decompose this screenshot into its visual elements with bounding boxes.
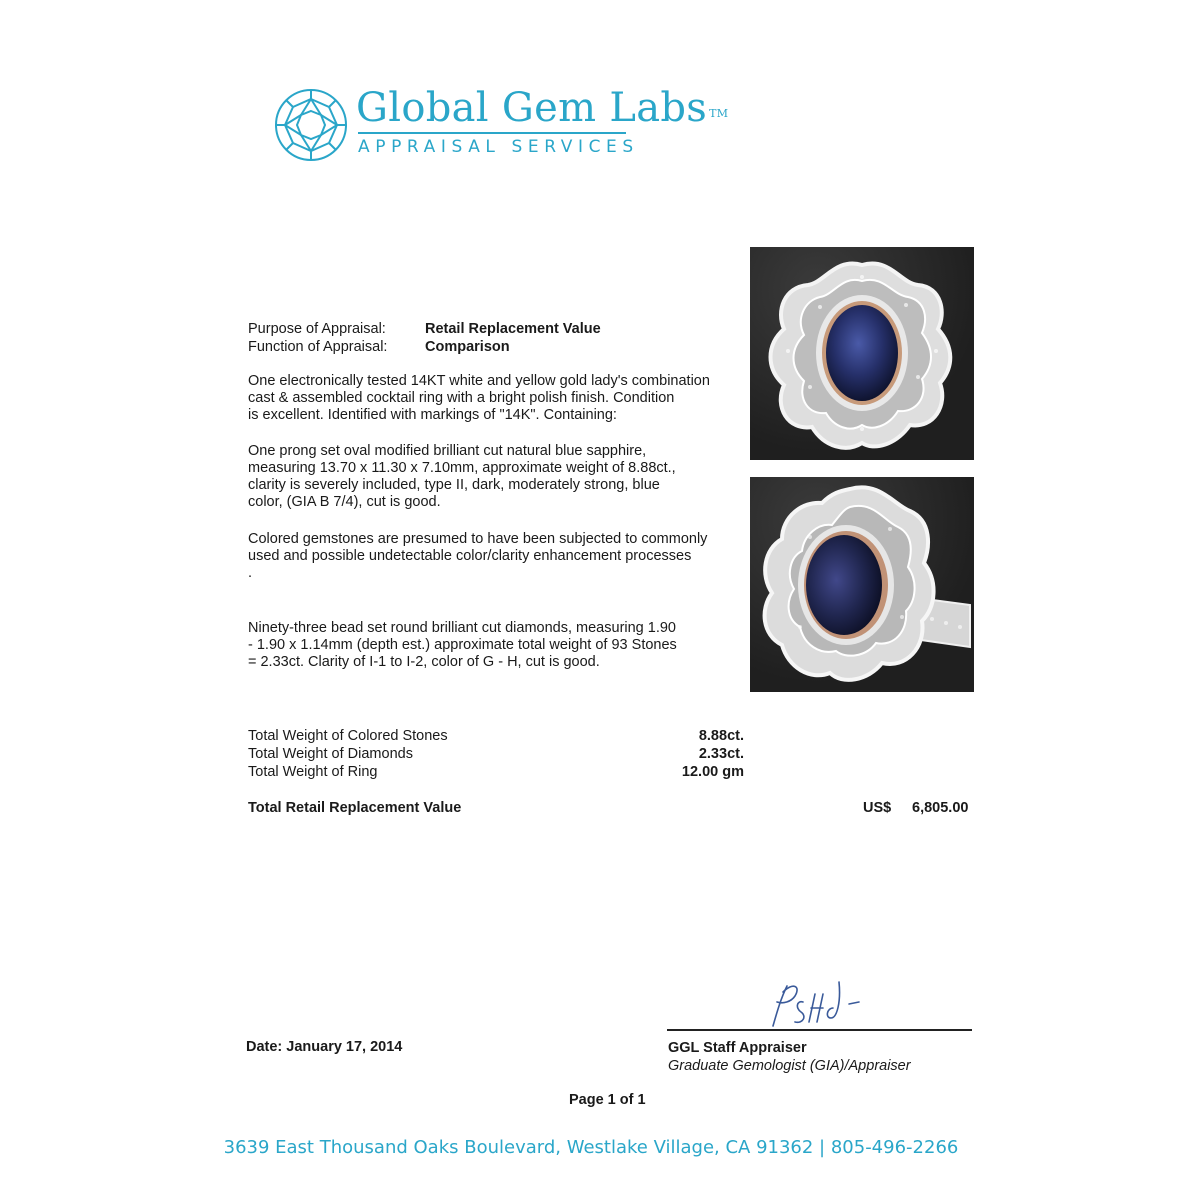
ring-weight-label: Total Weight of Ring — [248, 764, 378, 780]
diamonds-description — [248, 620, 738, 671]
sapphire-description — [248, 443, 738, 511]
faceted-gem-icon — [273, 87, 349, 163]
appraiser-credential: Graduate Gemologist (GIA)/Appraiser — [668, 1058, 911, 1074]
sapphire-description-line: One prong set oval modified brilliant cut natural blue sapphire, — [248, 443, 647, 459]
function-value: Comparison — [425, 339, 510, 355]
enhancement-line: used and possible undetectable color/clarity enhancement processes — [248, 548, 692, 564]
retail-value: 6,805.00 — [912, 800, 969, 816]
appraiser-signature — [757, 972, 867, 1032]
sapphire-description-line: clarity is severely included, type II, dark, moderately strong, blue — [248, 477, 660, 493]
diamonds-weight-value: 2.33ct. — [698, 746, 744, 762]
ring-description-line: cast & assembled cocktail ring with a bright polish finish. Condition — [248, 390, 675, 406]
ring-photo-angled — [750, 477, 974, 692]
purpose-value: Retail Replacement Value — [425, 321, 601, 337]
enhancement-line: . — [248, 565, 253, 581]
diamonds-description-line: - 1.90 x 1.14mm (depth est.) approximate total weight of 93 Stones — [248, 637, 677, 653]
brand-name-text: Global Gem Labs — [356, 85, 708, 131]
purpose-label: Purpose of Appraisal: — [248, 321, 386, 337]
diamonds-description-line: = 2.33ct. Clarity of I-1 to I-2, color of G - H, cut is good. — [248, 654, 600, 670]
colored-stones-value: 8.88ct. — [698, 728, 744, 744]
trademark: TM — [709, 107, 729, 120]
function-label: Function of Appraisal: — [248, 339, 388, 355]
sapphire-description-line: color, (GIA B 7/4), cut is good. — [248, 494, 441, 510]
footer-address: 3639 East Thousand Oaks Boulevard, Westlake Village, CA 91362 | 805-496-2266 — [223, 1137, 959, 1158]
colored-stones-label: Total Weight of Colored Stones — [248, 728, 448, 744]
page-number: Page 1 of 1 — [569, 1092, 646, 1108]
ring-description — [248, 373, 738, 424]
ring-description-line: One electronically tested 14KT white and yellow gold lady's combination — [248, 373, 710, 389]
enhancement-line: Colored gemstones are presumed to have been subjected to commonly — [248, 531, 708, 547]
ring-description-line: is excellent. Identified with markings of "14K". Containing: — [248, 407, 617, 423]
brand-subtitle: APPRAISAL SERVICES — [358, 137, 639, 157]
brand-divider — [358, 132, 626, 134]
diamonds-weight-label: Total Weight of Diamonds — [248, 746, 413, 762]
appraiser-name: GGL Staff Appraiser — [668, 1040, 807, 1056]
diamonds-description-line: Ninety-three bead set round brilliant cut diamonds, measuring 1.90 — [248, 620, 676, 636]
sapphire-description-line: measuring 13.70 x 11.30 x 7.10mm, approximate weight of 8.88ct., — [248, 460, 676, 476]
retail-value-label: Total Retail Replacement Value — [248, 800, 462, 816]
ring-weight-value: 12.00 gm — [681, 764, 744, 780]
currency: US$ — [863, 800, 892, 816]
signature-line — [667, 1029, 972, 1031]
enhancement-disclosure — [248, 531, 738, 582]
appraisal-date: Date: January 17, 2014 — [246, 1039, 403, 1055]
ring-photo-front — [750, 247, 974, 460]
brand-name — [356, 84, 728, 132]
